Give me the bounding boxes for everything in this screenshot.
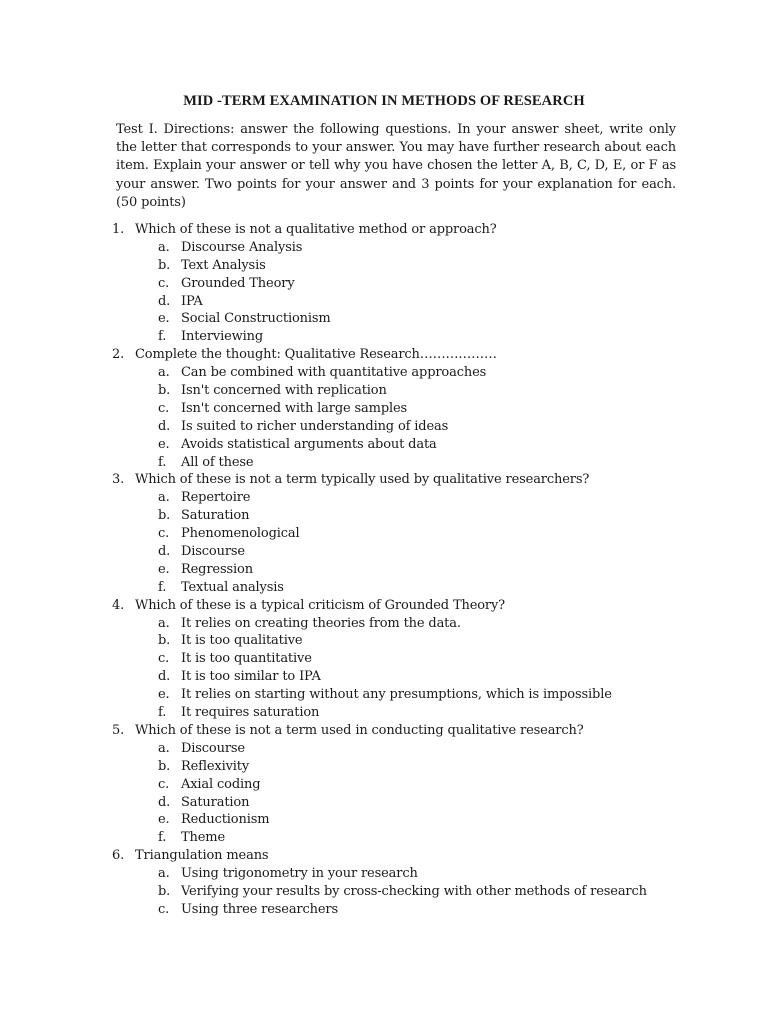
option-text: It is too similar to IPA [181,669,321,685]
answer-option [112,382,712,400]
option-letter: b. [158,758,171,774]
option-text: It relies on creating theories from the data. [181,615,461,631]
option-text: Reductionism [181,812,270,828]
option-text: Is suited to richer understanding of ideas [181,418,449,434]
option-letter: b. [158,508,171,524]
answer-option [112,811,712,829]
question-item [112,471,712,596]
answer-option [112,507,712,525]
answer-option [112,686,712,704]
question-text: Which of these is not a term used in conducting qualitative research? [135,722,584,738]
answer-option [112,275,712,293]
option-letter: d. [158,794,171,810]
question-text: Which of these is not a qualitative method or approach? [135,222,497,237]
answer-option [112,901,712,919]
option-text: Using three researchers [181,901,338,917]
answer-option [112,418,712,436]
question-item [112,597,712,722]
option-list [112,865,712,919]
answer-option [112,740,712,758]
question-item [112,346,712,471]
answer-option [112,454,712,472]
question-number: 5. [112,722,125,738]
option-letter: a. [158,239,170,255]
option-letter: d. [158,544,171,560]
question-text: Which of these is a typical criticism of Grounded Theory? [135,597,506,613]
option-text: Social Constructionism [181,311,331,327]
answer-option [112,293,712,311]
option-text: Reflexivity [181,758,250,774]
answer-option [112,489,712,507]
answer-option [112,239,712,257]
answer-option [112,865,712,883]
option-text: Saturation [181,794,250,810]
question-item [112,847,712,919]
option-letter: e. [158,812,170,828]
answer-option [112,650,712,668]
question-line [112,597,712,615]
option-letter: f. [158,329,167,345]
option-text: Regression [181,561,253,577]
test-directions: Test I. Directions: answer the following questions. In your answer sheet, write only the letter that corresponds to your answer. You may have further research about each item. Explain your answer or tell why you have chosen the letter A, B, C, D, E, or F as your answer. Two points for your answer and 3 points for your explanation for each. (50 points) [116,122,676,210]
question-text: Which of these is not a term typically used by qualitative researchers? [135,472,590,488]
option-text: It is too qualitative [181,633,303,649]
answer-option [112,632,712,650]
option-list [112,615,712,722]
option-letter: d. [158,669,171,685]
option-letter: f. [158,454,167,470]
answer-option [112,704,712,722]
question-line [112,221,712,239]
answer-option [112,615,712,633]
option-list [112,740,712,847]
option-letter: e. [158,311,170,327]
answer-option [112,758,712,776]
option-letter: c. [158,651,170,667]
option-text: It is too quantitative [181,651,312,667]
option-text: It relies on starting without any presumptions, which is impossible [181,687,612,703]
option-text: Discourse [181,544,245,560]
option-text: Discourse [181,740,245,756]
question-text: Complete the thought: Qualitative Research……………… [135,347,497,363]
answer-option [112,794,712,812]
question-line [112,346,712,364]
answer-option [112,543,712,561]
option-text: Text Analysis [181,257,266,273]
option-letter: c. [158,400,170,416]
option-letter: b. [158,257,171,273]
option-text: Axial coding [181,776,261,792]
option-text: Isn't concerned with replication [181,383,387,399]
option-text: Saturation [181,508,250,524]
option-letter: f. [158,579,167,595]
answer-option [112,364,712,382]
question-item [112,221,712,346]
option-letter: b. [158,883,171,899]
question-line [112,847,712,865]
option-letter: b. [158,383,171,399]
option-text: Textual analysis [181,579,284,595]
option-text: Can be combined with quantitative approaches [181,365,487,381]
answer-option [112,400,712,418]
option-letter: a. [158,866,170,882]
question-number: 4. [112,597,125,613]
option-letter: f. [158,705,167,721]
question-number: 3. [112,472,125,488]
option-text: Interviewing [181,329,264,345]
option-text: IPA [181,293,203,309]
option-list [112,489,712,596]
option-letter: c. [158,526,170,542]
option-text: All of these [181,454,254,470]
option-letter: f. [158,830,167,846]
question-item [112,722,712,847]
option-text: Theme [181,830,226,846]
answer-option [112,436,712,454]
option-text: Phenomenological [181,526,300,542]
answer-option [112,883,712,901]
question-line [112,471,712,489]
answer-option [112,328,712,346]
answer-option [112,776,712,794]
option-list [112,364,712,471]
answer-option [112,310,712,328]
option-letter: c. [158,275,170,291]
option-letter: a. [158,615,170,631]
option-text: Isn't concerned with large samples [181,400,408,416]
question-text: Triangulation means [135,848,269,864]
answer-option [112,829,712,847]
question-number: 6. [112,848,125,864]
exam-title: MID -TERM EXAMINATION IN METHODS OF RESEARCH [183,93,585,109]
question-number: 2. [112,347,125,363]
option-letter: a. [158,490,170,506]
option-letter: e. [158,687,170,703]
answer-option [112,257,712,275]
option-text: Discourse Analysis [181,239,303,255]
option-list [112,239,712,346]
question-line [112,722,712,740]
option-text: Avoids statistical arguments about data [181,436,437,452]
option-text: It requires saturation [181,705,320,721]
answer-option [112,668,712,686]
option-text: Verifying your results by cross-checking with other methods of research [181,883,647,899]
option-letter: a. [158,365,170,381]
option-letter: b. [158,633,171,649]
answer-option [112,579,712,597]
answer-option [112,525,712,543]
option-text: Using trigonometry in your research [181,866,418,882]
option-text: Repertoire [181,490,251,506]
option-text: Grounded Theory [181,275,295,291]
option-letter: c. [158,776,170,792]
option-letter: c. [158,901,170,917]
option-letter: d. [158,418,171,434]
answer-option [112,561,712,579]
option-letter: e. [158,561,170,577]
question-number: 1. [112,222,125,237]
question-list [112,221,712,919]
option-letter: e. [158,436,170,452]
option-letter: a. [158,740,170,756]
option-letter: d. [158,293,171,309]
